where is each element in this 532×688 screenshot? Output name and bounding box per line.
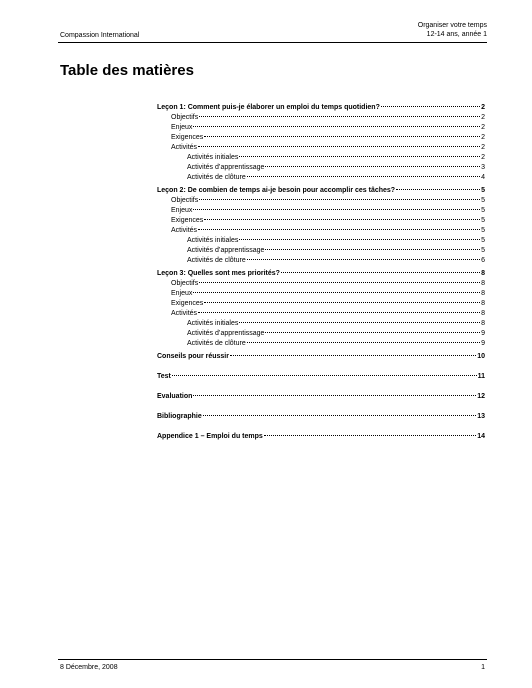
toc-entry[interactable]: [157, 216, 485, 226]
toc-entry[interactable]: [157, 173, 485, 183]
toc-entry-page: 5: [481, 187, 485, 194]
toc-entry-page: 2: [481, 124, 485, 131]
toc-leader-dots: [247, 176, 480, 177]
toc-entry-label: Enjeux: [171, 290, 193, 297]
header-document-subtitle: 12-14 ans, année 1: [426, 31, 487, 38]
toc-leader-dots: [193, 126, 480, 127]
toc-entry-page: 13: [477, 413, 485, 420]
toc-entry-page: 2: [481, 104, 485, 111]
toc-entry-page: 8: [481, 290, 485, 297]
toc-entry-page: 5: [481, 197, 485, 204]
table-of-contents: [157, 103, 485, 442]
footer-date: 8 Décembre, 2008: [60, 664, 118, 671]
toc-entry-page: 2: [481, 114, 485, 121]
toc-leader-dots: [230, 355, 476, 356]
toc-leader-dots: [198, 146, 480, 147]
toc-entry[interactable]: [157, 432, 485, 442]
toc-entry-label: Exigences: [171, 217, 204, 224]
toc-entry[interactable]: [157, 329, 485, 339]
toc-entry[interactable]: [157, 339, 485, 349]
toc-leader-dots: [199, 282, 480, 283]
toc-entry-page: 2: [481, 154, 485, 161]
toc-entry[interactable]: [157, 392, 485, 402]
toc-entry-label: Activités initiales: [187, 237, 239, 244]
toc-leader-dots: [265, 249, 480, 250]
toc-entry-label: Objectifs: [171, 280, 199, 287]
toc-entry[interactable]: [157, 206, 485, 216]
toc-leader-dots: [199, 116, 480, 117]
toc-entry-page: 8: [481, 310, 485, 317]
toc-entry-label: Activités de clôture: [187, 174, 246, 181]
toc-entry[interactable]: [157, 163, 485, 173]
toc-leader-dots: [247, 259, 480, 260]
toc-entry[interactable]: [157, 226, 485, 236]
page-title: Table des matières: [60, 62, 194, 79]
toc-entry-label: Activités de clôture: [187, 340, 246, 347]
toc-entry[interactable]: [157, 372, 485, 382]
header-document-info: [418, 21, 487, 39]
toc-entry[interactable]: [157, 352, 485, 362]
toc-leader-dots: [239, 239, 480, 240]
toc-leader-dots: [204, 219, 480, 220]
toc-entry-page: 4: [481, 174, 485, 181]
toc-entry[interactable]: [157, 299, 485, 309]
toc-leader-dots: [193, 292, 480, 293]
toc-entry-page: 3: [481, 164, 485, 171]
toc-leader-dots: [247, 342, 480, 343]
toc-leader-dots: [198, 312, 480, 313]
toc-leader-dots: [172, 375, 477, 376]
toc-leader-dots: [204, 302, 480, 303]
toc-entry-label: Activités d’apprentissage: [187, 164, 265, 171]
toc-leader-dots: [265, 332, 480, 333]
toc-entry-label: Bibliographie: [157, 413, 202, 420]
toc-entry-label: Evaluation: [157, 393, 193, 400]
toc-entry[interactable]: [157, 103, 485, 113]
toc-leader-dots: [265, 166, 480, 167]
footer-page-number: 1: [481, 664, 485, 671]
toc-entry-label: Exigences: [171, 134, 204, 141]
toc-entry-page: 11: [477, 373, 485, 380]
toc-entry[interactable]: [157, 279, 485, 289]
toc-entry-label: Leçon 2: De combien de temps ai-je besoin pour accomplir ces tâches?: [157, 187, 396, 194]
toc-entry[interactable]: [157, 196, 485, 206]
toc-entry[interactable]: [157, 143, 485, 153]
toc-entry-label: Conseils pour réussir: [157, 353, 229, 360]
toc-entry-page: 14: [477, 433, 485, 440]
toc-leader-dots: [203, 415, 476, 416]
toc-leader-dots: [239, 322, 480, 323]
toc-leader-dots: [396, 189, 480, 190]
footer-divider: [58, 659, 487, 660]
toc-leader-dots: [199, 199, 480, 200]
toc-entry-page: 9: [481, 340, 485, 347]
toc-entry-label: Enjeux: [171, 207, 193, 214]
toc-entry-page: 6: [481, 257, 485, 264]
toc-entry-label: Leçon 3: Quelles sont mes priorités?: [157, 270, 280, 277]
toc-entry-page: 5: [481, 227, 485, 234]
toc-entry[interactable]: [157, 133, 485, 143]
toc-leader-dots: [204, 136, 480, 137]
toc-entry-page: 5: [481, 247, 485, 254]
toc-entry-label: Leçon 1: Comment puis-je élaborer un emploi du temps quotidien?: [157, 104, 380, 111]
toc-leader-dots: [193, 395, 476, 396]
toc-leader-dots: [239, 156, 480, 157]
toc-entry-label: Enjeux: [171, 124, 193, 131]
toc-entry-label: Test: [157, 373, 171, 380]
toc-entry-label: Objectifs: [171, 114, 199, 121]
toc-entry-label: Activités: [171, 227, 198, 234]
toc-entry[interactable]: [157, 309, 485, 319]
toc-entry[interactable]: [157, 113, 485, 123]
toc-entry[interactable]: [157, 269, 485, 279]
toc-entry-label: Exigences: [171, 300, 204, 307]
toc-entry[interactable]: [157, 412, 485, 422]
toc-entry-label: Activités d’apprentissage: [187, 330, 265, 337]
toc-leader-dots: [198, 229, 480, 230]
header-document-title: Organiser votre temps: [417, 22, 487, 29]
toc-leader-dots: [281, 272, 480, 273]
toc-entry-label: Activités: [171, 310, 198, 317]
toc-entry[interactable]: [157, 246, 485, 256]
toc-entry-page: 9: [481, 330, 485, 337]
toc-entry-page: 8: [481, 270, 485, 277]
toc-entry-label: Activités d’apprentissage: [187, 247, 265, 254]
header-organization: Compassion International: [60, 32, 140, 39]
toc-entry-page: 2: [481, 144, 485, 151]
toc-leader-dots: [264, 435, 476, 436]
toc-entry-page: 8: [481, 280, 485, 287]
toc-entry-page: 12: [477, 393, 485, 400]
toc-entry[interactable]: [157, 289, 485, 299]
header-divider: [58, 42, 487, 43]
toc-entry-page: 5: [481, 237, 485, 244]
toc-entry[interactable]: [157, 186, 485, 196]
toc-leader-dots: [381, 106, 480, 107]
toc-entry-page: 5: [481, 217, 485, 224]
toc-entry-page: 5: [481, 207, 485, 214]
toc-entry-page: 10: [477, 353, 485, 360]
toc-entry-label: Activités de clôture: [187, 257, 246, 264]
toc-entry-label: Activités initiales: [187, 154, 239, 161]
toc-entry[interactable]: [157, 123, 485, 133]
toc-entry-page: 8: [481, 300, 485, 307]
toc-entry[interactable]: [157, 153, 485, 163]
toc-entry-label: Appendice 1 – Emploi du temps: [157, 433, 263, 440]
toc-entry[interactable]: [157, 256, 485, 266]
toc-leader-dots: [193, 209, 480, 210]
toc-entry[interactable]: [157, 319, 485, 329]
toc-entry-label: Objectifs: [171, 197, 199, 204]
toc-entry-label: Activités: [171, 144, 198, 151]
toc-entry-page: 8: [481, 320, 485, 327]
toc-entry-page: 2: [481, 134, 485, 141]
toc-entry[interactable]: [157, 236, 485, 246]
toc-entry-label: Activités initiales: [187, 320, 239, 327]
